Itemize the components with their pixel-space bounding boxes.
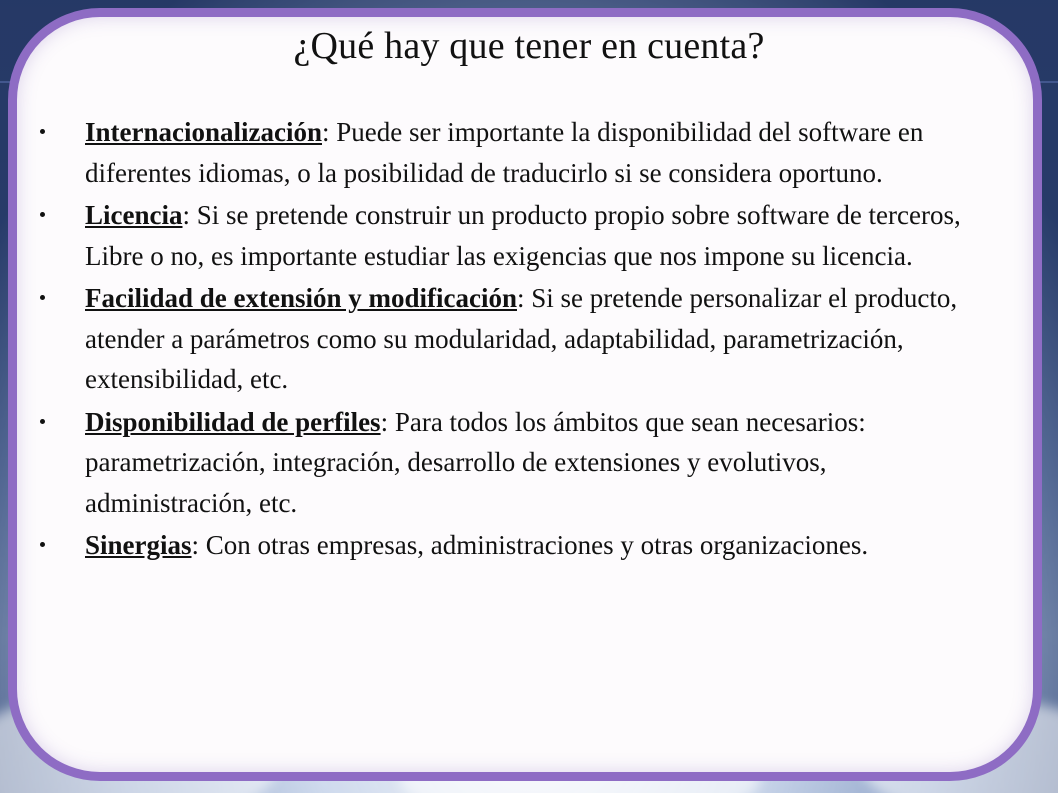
list-item [40, 112, 1000, 193]
bullet-icon [40, 542, 45, 547]
bullet-icon [40, 295, 45, 300]
slide-title: ¿Qué hay que tener en cuenta? [293, 25, 765, 67]
item-term: Disponibilidad de perfiles [85, 406, 381, 437]
item-term: Facilidad de extensión y modificación [85, 283, 517, 313]
item-term: Licencia [85, 200, 183, 230]
item-text: : Si se pretende personalizar el producto, atender a parámetros como su modularidad, adaptabilidad, parametrización, extensibilidad, etc. [85, 283, 958, 394]
bullet-icon [40, 212, 45, 217]
item-text: : Si se pretende construir un producto propio sobre software de terceros, Libre o no, es importante estudiar las exigencias que nos impone su licencia. [85, 200, 961, 271]
list-item [40, 195, 1000, 276]
list-item [40, 402, 1000, 524]
list-item [40, 525, 1000, 566]
item-text: : Puede ser importante la disponibilidad del software en diferentes idiomas, o la posibilidad de traducirlo si se considera oportuno. [85, 117, 924, 188]
list-item [40, 278, 1000, 400]
item-text: : Para todos los ámbitos que sean necesarios: parametrización, integración, desarrollo de extensiones y evolutivos, administración, etc. [85, 406, 866, 518]
item-text: : Con otras empresas, administraciones y otras organizaciones. [191, 530, 869, 560]
bullet-list [40, 112, 1000, 568]
bullet-icon [40, 419, 45, 424]
bullet-icon [40, 129, 45, 134]
item-term: Sinergias [85, 530, 192, 560]
item-term: Internacionalización [85, 117, 322, 147]
